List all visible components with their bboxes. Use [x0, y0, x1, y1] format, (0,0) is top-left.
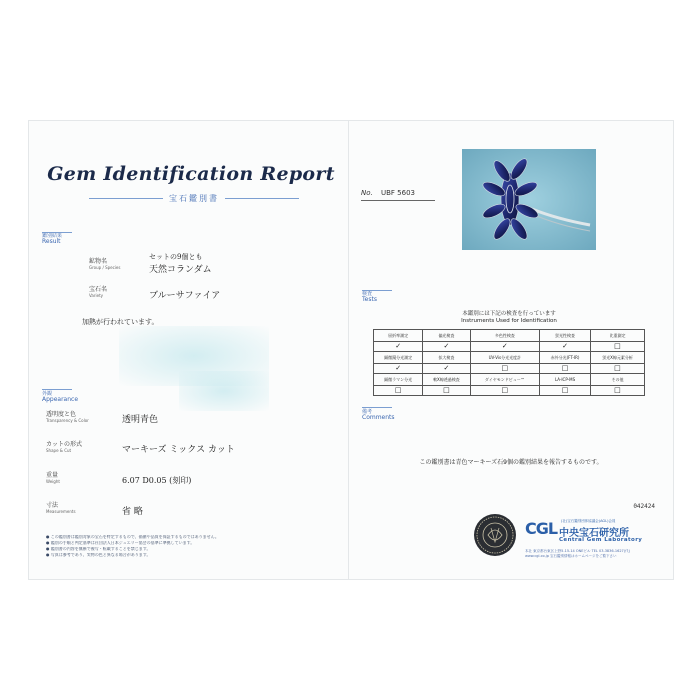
serial-number: 042424: [633, 503, 655, 510]
instrument-label: UV-Vis分光光度計: [470, 352, 540, 364]
instrument-checkbox: ✓: [470, 342, 540, 352]
instrument-checkbox: ✓: [374, 364, 423, 374]
instrument-label-row: [374, 330, 645, 342]
section-rule: [362, 290, 392, 291]
species-label: 鉱物名 Group / Species: [89, 258, 121, 270]
variety-label: 宝石名 Variety: [89, 286, 108, 298]
lab-tagline: (社)宝石鑑別団体協議会(AGL)会員: [561, 519, 616, 523]
instrument-checkbox: □: [590, 386, 644, 396]
instrument-checkbox: □: [540, 386, 591, 396]
report-subtitle: [89, 192, 299, 204]
treatment-note: 加熱が行われています。: [82, 318, 159, 326]
instrument-label: 蛍光性検査: [540, 330, 591, 342]
instrument-checkbox: □: [590, 342, 644, 352]
instrument-checkbox: □: [540, 364, 591, 374]
instrument-label: ダイヤモンドビュー™: [470, 374, 540, 386]
instrument-label: LA-ICP-MS: [540, 374, 591, 386]
instruments-title: 本鑑別には下記の検査を行っています Instruments Used for Identification: [461, 311, 557, 324]
lab-name-jp: 中央宝石研究所: [559, 528, 629, 539]
variety-value: ブルーサファイア: [149, 291, 221, 301]
sapphire-ring-image: [462, 149, 596, 250]
instrument-label: 赤外分光(FT-IR): [540, 352, 591, 364]
instrument-checkbox: □: [374, 386, 423, 396]
lab-name-en: Central Gem Laboratory: [559, 537, 643, 543]
instrument-checkbox: ✓: [374, 342, 423, 352]
footnote: ● この鑑別書は鑑別対象の宝石を特定するもので、価値や品質を保証するものではありません。: [46, 535, 219, 539]
instrument-label: 多色性検査: [470, 330, 540, 342]
species-prefix: セットの9個とも: [149, 253, 203, 261]
ring-photo: [462, 149, 596, 250]
instrument-label: 屈折率測定: [374, 330, 423, 342]
report-right-page: [348, 120, 674, 580]
instrument-checkbox: □: [470, 386, 540, 396]
cut-value: マーキーズ ミックス カット: [122, 445, 235, 455]
subtitle-text: 宝石鑑別書: [169, 193, 219, 203]
report-left-page: [28, 120, 354, 580]
footnote: ● 鑑別書の内容を無断で複写・転載することを禁じます。: [46, 547, 151, 551]
instrument-checkbox: ✓: [540, 342, 591, 352]
section-rule: [362, 407, 392, 408]
cut-label: カットの形式 Shape & Cut: [46, 441, 82, 453]
instrument-mark-row: [374, 364, 645, 374]
instrument-checkbox: ✓: [423, 364, 470, 374]
instrument-label: 偏光検査: [423, 330, 470, 342]
weight-value: 6.07 D0.05 (刻印): [122, 476, 192, 485]
remarks-section-heading: 備考 Comments: [362, 409, 395, 421]
section-rule: [42, 232, 72, 233]
instrument-label-row: [374, 352, 645, 364]
tests-section-heading: 検査 Tests: [362, 291, 377, 303]
weight-label: 重量 Weight: [46, 472, 60, 484]
instrument-checkbox: □: [423, 386, 470, 396]
color-value: 透明青色: [122, 415, 159, 425]
section-rule: [42, 389, 72, 390]
instrument-label: 軟X線透過検査: [423, 374, 470, 386]
report-statement: この鑑別書は青色マーキーズ石9個の鑑別結果を報告するものです。: [419, 459, 603, 466]
instrument-label: 顕微ラマン分光: [374, 374, 423, 386]
embossed-seal-icon: [473, 513, 517, 557]
report-title: Gem Identification Report: [47, 163, 335, 185]
appearance-section-heading: 外観 Appearance: [42, 391, 79, 403]
instrument-checkbox: ✓: [423, 342, 470, 352]
instrument-label-row: [374, 374, 645, 386]
instrument-label: 拡大検査: [423, 352, 470, 364]
subtitle-rule: [89, 198, 163, 199]
instrument-label: 蛍光X線元素分析: [590, 352, 644, 364]
instrument-label: その他: [590, 374, 644, 386]
result-section-heading: 鑑別結果 Result: [42, 233, 63, 245]
instrument-label: 比重測定: [590, 330, 644, 342]
subtitle-rule: [225, 198, 299, 199]
instrument-mark-row: [374, 386, 645, 396]
report-number-rule: [361, 200, 435, 201]
measurements-label: 寸法 Measurements: [46, 502, 76, 514]
footnote: ● 鑑別の手順と判定基準は社団法人日本ジュエリー協会の基準に準拠しています。: [46, 541, 195, 545]
footnote: ● 写真は参考であり、実物の色と異なる場合があります。: [46, 553, 151, 557]
color-label: 透明度と色 Transparency & Color: [46, 411, 89, 423]
cgl-logo: CGL: [525, 519, 558, 538]
report-number: No. UBF 5603: [361, 189, 415, 197]
instrument-label: 顕微鏡分光測定: [374, 352, 423, 364]
report-number-value: UBF 5603: [380, 189, 415, 197]
instrument-mark-row: [374, 342, 645, 352]
watermark-tint: [179, 371, 269, 411]
species-value: 天然コランダム: [149, 265, 212, 275]
measurements-value: 省 略: [122, 507, 143, 517]
lab-address: 本社 東京都台東区上野5-15-14 ONEビル TEL 03-3836-1627(代) www.cgl.co.jp 宝石鑑別情報はホームページをご覧下さい: [525, 549, 631, 558]
instruments-table: [373, 329, 645, 396]
instrument-checkbox: □: [590, 364, 644, 374]
instrument-checkbox: □: [470, 364, 540, 374]
